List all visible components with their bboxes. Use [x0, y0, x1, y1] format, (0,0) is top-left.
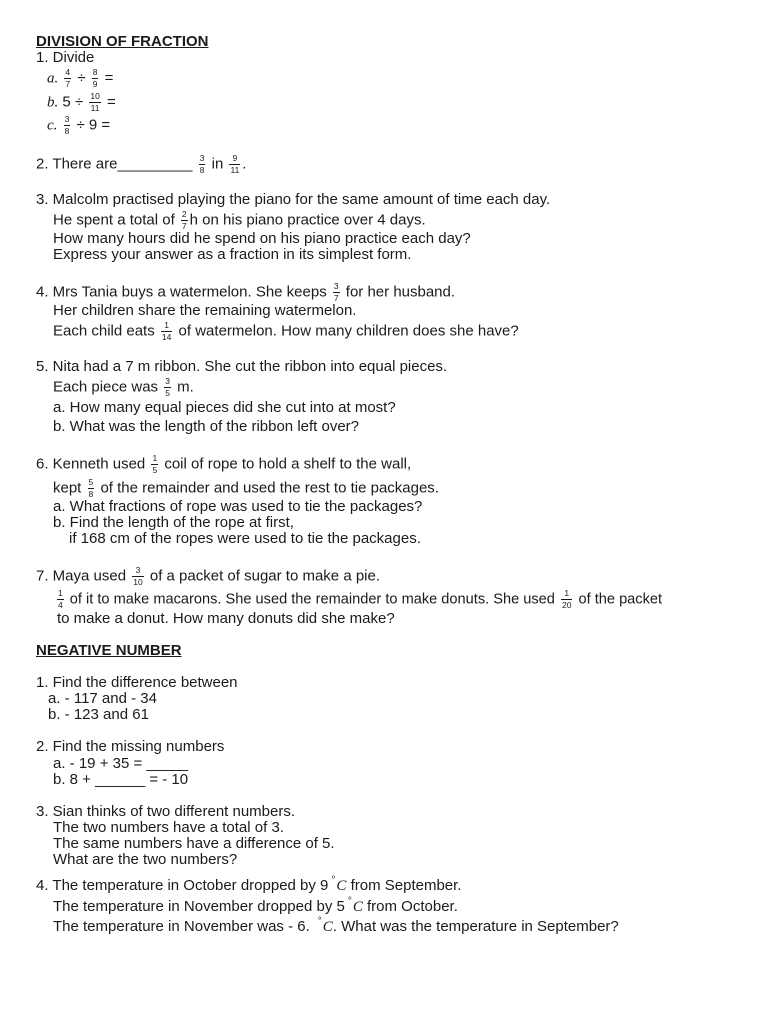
fraction: $\frac{1}{5}$	[152, 453, 158, 475]
q6-line1: 6. Kenneth used $\frac{1}{5}$ coil of rope to hold a shelf to the wall,	[36, 453, 412, 475]
q1c: c. $\frac{3}{8}$ ÷ 9 =	[47, 114, 111, 136]
q7-line2: $\frac{1}{4}$ of it to make macarons. She used the remainder to make donuts. She used $\frac{1}{20}$ of the packet	[58, 588, 663, 610]
fraction: $\frac{3}{8}$	[199, 153, 205, 175]
q3-line1: 3. Malcolm practised playing the piano for the same amount of time each day.	[36, 191, 551, 208]
negative-heading: NEGATIVE NUMBER	[36, 642, 182, 659]
q5-line1: 5. Nita had a 7 m ribbon. She cut the ribbon into equal pieces.	[36, 358, 448, 375]
q1-title: 1. Divide	[36, 49, 95, 66]
fraction: $\frac{3}{10}$	[133, 565, 143, 587]
neg-q1-title: 1. Find the difference between	[36, 674, 238, 691]
fraction: $\frac{8}{9}$	[92, 67, 98, 89]
degree-symbol: °	[331, 875, 336, 886]
fraction: $\frac{3}{7}$	[333, 281, 339, 303]
neg-q2-title: 2. Find the missing numbers	[36, 738, 225, 755]
division-heading: DIVISION OF FRACTION	[36, 33, 209, 50]
q3-line2: He spent a total of $\frac{2}{7}$ h on his piano practice over 4 days.	[53, 209, 426, 231]
neg-q4-line2: The temperature in November dropped by 5 °C from October.	[53, 896, 458, 915]
q7-line1: 7. Maya used $\frac{3}{10}$ of a packet of sugar to make a pie.	[36, 565, 381, 587]
fraction: $\frac{1}{14}$	[161, 320, 172, 342]
q1b: b. 5 ÷ $\frac{10}{11}$ =	[47, 91, 116, 113]
fraction: $\frac{4}{7}$	[65, 67, 71, 89]
q4-line3: Each child eats $\frac{1}{14}$ of watermelon. How many children does she have?	[53, 320, 519, 342]
fraction: $\frac{2}{7}$	[181, 209, 187, 231]
neg-q2-b: b. 8 + ______ = - 10	[53, 771, 189, 788]
fraction: $\frac{3}{8}$	[64, 114, 70, 136]
neg-q4-line1: 4. The temperature in October dropped by 9 °C from September.	[36, 875, 462, 894]
q1a-label: a.	[47, 70, 59, 87]
q6-b2: if 168 cm of the ropes were used to tie the packages.	[69, 530, 421, 547]
neg-q4-line3: The temperature in November was - 6. °C. What was the temperature in September?	[53, 916, 619, 935]
neg-q3-line3: The same numbers have a difference of 5.	[53, 835, 335, 852]
neg-q1-b: b. - 123 and 61	[48, 706, 149, 723]
q2: 2. There are_________ $\frac{3}{8}$ in $\frac{9}{11}$ .	[36, 153, 247, 175]
q6-b: b. Find the length of the rope at first,	[53, 514, 294, 531]
q1c-label: c.	[47, 117, 58, 134]
q3-line4: Express your answer as a fraction in its simplest form.	[53, 246, 412, 263]
celsius-unit: C	[352, 899, 363, 915]
fraction: $\frac{5}{8}$	[88, 477, 94, 499]
fraction: $\frac{1}{20}$	[561, 588, 572, 610]
q6-line2: kept $\frac{5}{8}$ of the remainder and used the rest to tie packages.	[53, 477, 439, 499]
q4-line1: 4. Mrs Tania buys a watermelon. She keeps $\frac{3}{7}$ for her husband.	[36, 281, 456, 303]
celsius-unit: C	[322, 919, 333, 935]
neg-q2-a: a. - 19 + 35 = _____	[53, 755, 189, 772]
celsius-unit: C	[336, 878, 347, 894]
fraction: $\frac{3}{5}$	[165, 376, 170, 398]
degree-symbol: °	[347, 896, 352, 907]
q7-line3: to make a donut. How many donuts did she make?	[57, 610, 395, 627]
q5-a: a. How many equal pieces did she cut into at most?	[53, 399, 396, 416]
fraction: $\frac{10}{11}$	[90, 91, 100, 113]
neg-q3-line2: The two numbers have a total of 3.	[53, 819, 284, 836]
q6-a: a. What fractions of rope was used to tie the packages?	[53, 498, 423, 515]
q1b-label: b.	[47, 94, 59, 111]
q4-line2: Her children share the remaining watermelon.	[53, 302, 357, 319]
neg-q3-line1: 3. Sian thinks of two different numbers.	[36, 803, 296, 820]
degree-symbol: °	[317, 916, 322, 927]
q3-line3: How many hours did he spend on his piano practice each day?	[53, 230, 471, 247]
neg-q3-line4: What are the two numbers?	[53, 851, 238, 868]
q5-line2: Each piece was $\frac{3}{5}$ m.	[53, 376, 194, 398]
neg-q1-a: a. - 117 and - 34	[48, 690, 157, 707]
fraction: $\frac{1}{4}$	[58, 588, 63, 610]
q1a: a. $\frac{4}{7}$ ÷ $\frac{8}{9}$ =	[47, 67, 114, 89]
q5-b: b. What was the length of the ribbon left over?	[53, 418, 360, 435]
fraction: $\frac{9}{11}$	[230, 153, 240, 175]
